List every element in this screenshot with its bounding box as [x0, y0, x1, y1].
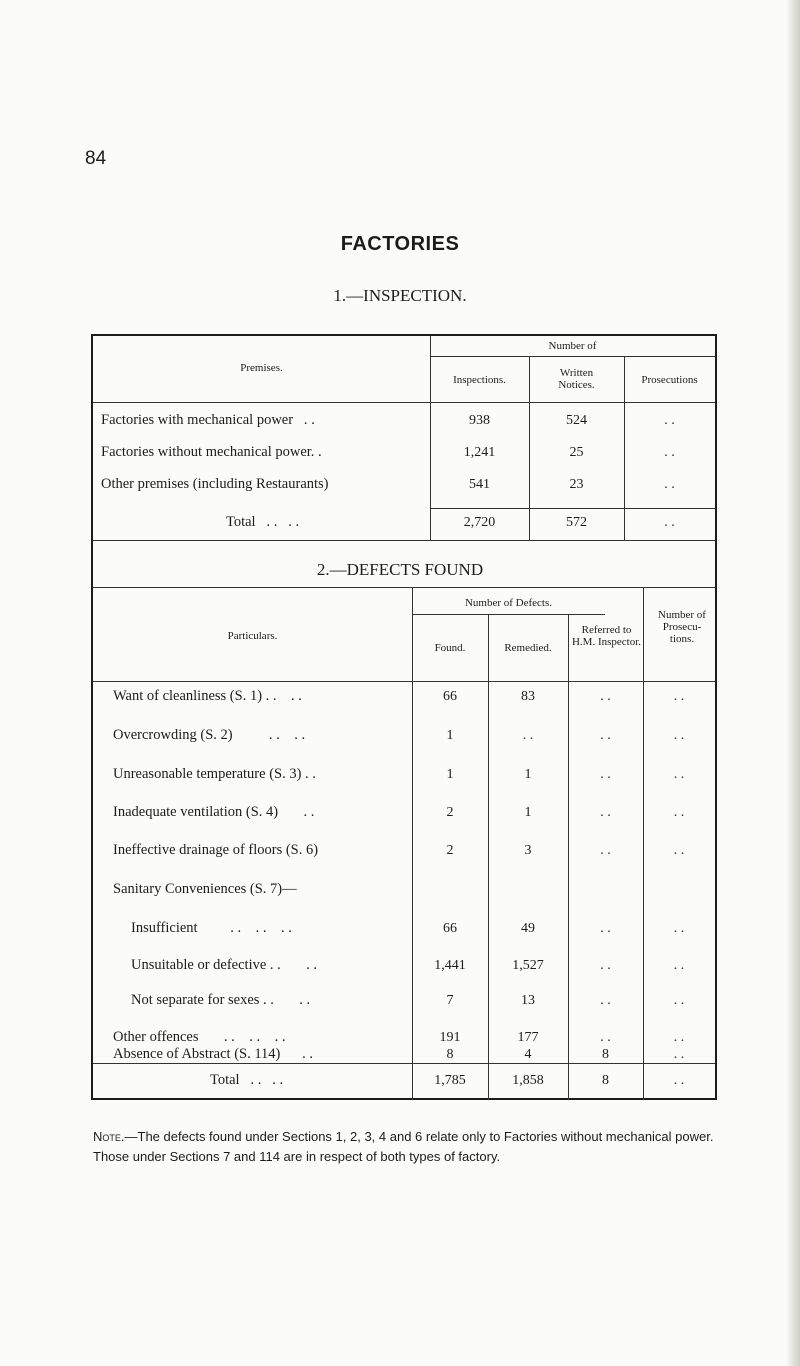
divider — [430, 356, 715, 357]
row-label: Absence of Abstract (S. 114) . . — [113, 1046, 314, 1062]
referred-value: . . — [600, 993, 611, 1008]
found-value: 2 — [446, 843, 454, 858]
prosecutions-value: . . — [664, 477, 675, 492]
note-label: Note. — [93, 1129, 125, 1144]
prosecutions-value: . . — [673, 993, 685, 1008]
remedied-value: 49 — [521, 921, 535, 936]
referred-value: . . — [600, 921, 611, 936]
section1-heading: 1.—INSPECTION. — [333, 286, 467, 305]
col-premises: Premises. — [240, 362, 283, 374]
referred-value: . . — [600, 958, 611, 973]
row-label: Insufficient . . . . . . — [131, 920, 292, 936]
col-found: Found. — [434, 642, 466, 654]
row-label: Ineffective drainage of floors (S. 6) — [113, 842, 319, 858]
remedied-value: 3 — [524, 843, 532, 858]
referred-value: . . — [600, 689, 611, 704]
prosecutions-value: . . — [673, 689, 685, 704]
prosecutions-value: . . — [673, 1047, 685, 1062]
found-value: 66 — [443, 689, 457, 704]
total-notices: 572 — [566, 515, 587, 530]
total-referred: 8 — [602, 1073, 609, 1088]
col-number-of-defects: Number of Defects. — [464, 597, 553, 609]
total-label: Total . . . . — [210, 1072, 284, 1088]
inspections-value: 1,241 — [463, 445, 496, 460]
found-value: 1 — [446, 728, 454, 743]
remedied-value: 83 — [521, 689, 535, 704]
row-label: Unreasonable temperature (S. 3) . . — [113, 766, 316, 782]
notices-value: 25 — [569, 445, 584, 460]
remedied-value: 4 — [524, 1047, 532, 1062]
referred-value: . . — [600, 767, 611, 782]
row-label: Factories with mechanical power . . — [101, 412, 315, 428]
prosecutions-value: . . — [664, 413, 675, 428]
found-value: 1 — [446, 767, 454, 782]
found-value: 191 — [439, 1030, 461, 1045]
col-inspections: Inspections. — [453, 374, 506, 386]
col-number-of-prosecutions: Number of Prosecu- tions. — [658, 609, 706, 645]
referred-value: . . — [600, 805, 611, 820]
divider — [93, 1063, 715, 1064]
footnote — [93, 1127, 733, 1167]
row-label: Want of cleanliness (S. 1) . . . . — [113, 688, 302, 704]
col-particulars: Particulars. — [227, 630, 278, 642]
section2-heading: 2.—DEFECTS FOUND — [316, 560, 484, 579]
table-top-rule — [91, 334, 717, 336]
notices-value: 23 — [569, 477, 584, 492]
col-prosecutions: Prosecutions — [641, 374, 698, 386]
divider — [412, 614, 605, 615]
row-label: Other premises (including Restaurants) — [101, 476, 329, 492]
referred-value: . . — [600, 728, 611, 743]
inspections-value: 938 — [469, 413, 490, 428]
divider — [430, 336, 431, 540]
divider — [430, 508, 715, 509]
total-prosecutions: . . — [664, 515, 675, 530]
prosecutions-value: . . — [673, 805, 685, 820]
remedied-value: 177 — [517, 1030, 539, 1045]
found-value: 2 — [446, 805, 454, 820]
prosecutions-value: . . — [673, 958, 685, 973]
page-title: FACTORIES — [340, 233, 460, 255]
prosecutions-value: . . — [673, 767, 685, 782]
referred-value: . . — [600, 1030, 611, 1045]
total-label: Total . . . . — [226, 514, 300, 530]
found-value: 66 — [443, 921, 457, 936]
found-value: 7 — [446, 993, 454, 1008]
row-label: Factories without mechanical power. . — [101, 444, 322, 460]
referred-value: 8 — [602, 1047, 609, 1062]
total-found: 1,785 — [434, 1073, 466, 1088]
remedied-value: 1,527 — [512, 958, 544, 973]
row-label: Other offences . . . . . . — [113, 1029, 286, 1045]
total-prosecutions: . . — [673, 1073, 685, 1088]
prosecutions-value: . . — [673, 1030, 685, 1045]
note-text: —The defects found under Sections 1, 2, 3, 4 and 6 relate only to Factories without mechanical power. Those under Sections 7 and 114 are in respect of both types of factory. — [93, 1129, 714, 1164]
prosecutions-value: . . — [664, 445, 675, 460]
row-label: Sanitary Conveniences (S. 7)— — [113, 881, 297, 897]
prosecutions-value: . . — [673, 843, 685, 858]
col-remedied: Remedied. — [504, 642, 552, 654]
notices-value: 524 — [566, 413, 587, 428]
remedied-value: 1 — [524, 805, 532, 820]
divider — [93, 540, 715, 541]
prosecutions-value: . . — [673, 728, 685, 743]
inspections-value: 541 — [469, 477, 490, 492]
prosecutions-value: . . — [673, 921, 685, 936]
total-inspections: 2,720 — [463, 515, 496, 530]
row-label: Unsuitable or defective . . . . — [131, 957, 318, 973]
total-remedied: 1,858 — [512, 1073, 544, 1088]
remedied-value: . . — [522, 728, 534, 743]
found-value: 1,441 — [434, 958, 466, 973]
divider — [93, 681, 715, 682]
page-number: 84 — [85, 148, 107, 169]
divider — [93, 402, 715, 403]
remedied-value: 1 — [524, 767, 532, 782]
divider — [93, 587, 715, 588]
col-number-of: Number of — [548, 340, 597, 352]
row-label: Not separate for sexes . . . . — [131, 992, 311, 1008]
remedied-value: 13 — [521, 993, 535, 1008]
row-label: Overcrowding (S. 2) . . . . — [113, 727, 306, 743]
found-value: 8 — [446, 1047, 454, 1062]
referred-value: . . — [600, 843, 611, 858]
page-edge-shadow — [786, 0, 800, 1366]
col-written-notices: Written Notices. — [558, 367, 595, 391]
col-referred: Referred to H.M. Inspector. — [571, 624, 642, 648]
row-label: Inadequate ventilation (S. 4) . . — [113, 804, 315, 820]
